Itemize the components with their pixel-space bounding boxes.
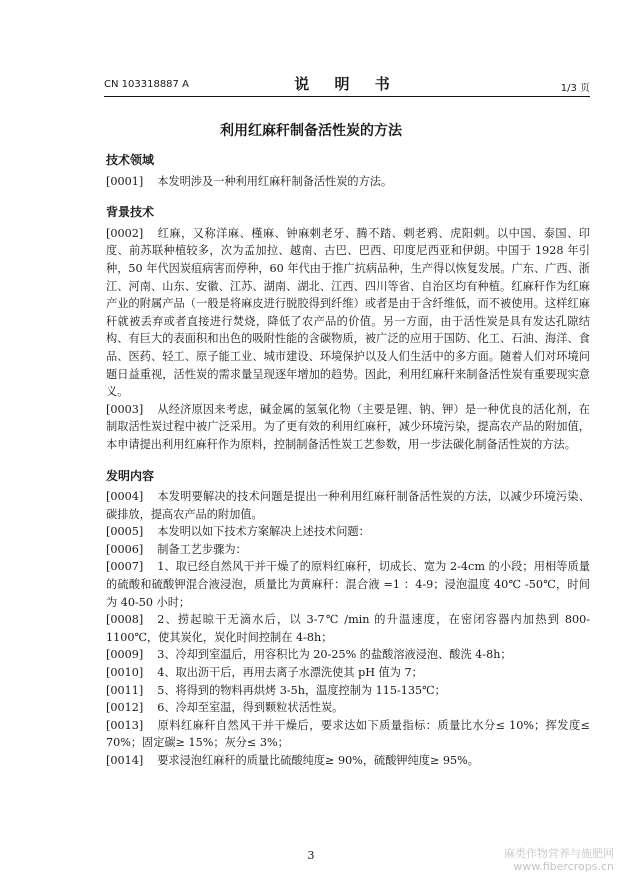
paragraph-text: 本发明涉及一种利用红麻秆制备活性炭的方法。 — [157, 174, 393, 188]
paragraph-text: 1、取已经自然风干并干燥了的原料红麻秆，切成长、宽为 2-4cm 的小段；用相等质量的硫酸和硫酸钾混合液浸泡，质量比为黄麻秆：混合液 =1 ：4-9；浸泡温度 40℃ -50℃，时间为 40-50 小时； — [106, 560, 590, 609]
site-watermark — [504, 847, 614, 873]
paragraph-number: [0008] — [106, 613, 144, 627]
paragraph — [106, 523, 590, 541]
paragraph-number: [0007] — [106, 560, 144, 574]
paragraph-text: 本发明以如下技术方案解决上述技术问题： — [157, 525, 370, 539]
paragraph-number: [0003] — [106, 402, 144, 416]
paragraph — [106, 611, 590, 646]
section-heading: 发明内容 — [106, 468, 155, 483]
paragraph-number: [0002] — [106, 226, 144, 240]
paragraph — [106, 558, 590, 611]
paragraph — [106, 699, 590, 717]
paragraph-number: [0011] — [106, 683, 144, 697]
paragraph — [106, 173, 590, 191]
patent-number: CN 103318887 A — [104, 79, 189, 90]
paragraph — [106, 682, 590, 700]
section-heading: 背景技术 — [106, 205, 155, 220]
page-indicator: 1/3 页 — [560, 83, 590, 94]
paragraph-text: 5、将得到的物料再烘烤 3-5h，温度控制为 115-135℃； — [157, 683, 446, 697]
paragraph-text: 要求浸泡红麻秆的质量比硫酸纯度≥ 90%，硫酸钾纯度≥ 95%。 — [157, 754, 479, 767]
watermark-line-1: 麻类作物营养与施肥网 — [504, 847, 614, 860]
page-number: 3 — [307, 849, 315, 862]
paragraph — [106, 225, 590, 401]
paragraph-number: [0005] — [106, 525, 144, 539]
watermark-line-2: www.fibercrops.cn — [513, 860, 614, 873]
page-header — [104, 73, 590, 93]
paragraph-text: 2、捞起晾干无滴水后，以 3-7℃ /min 的升温速度，在密闭容器内加热到 800-1100℃，使其炭化，炭化时间控制在 4-8h； — [106, 613, 590, 644]
paragraph-number: [0009] — [106, 648, 144, 662]
paragraph-number: [0010] — [106, 666, 144, 680]
paragraph-number: [0013] — [106, 718, 144, 732]
paragraph-number: [0012] — [106, 701, 144, 715]
paragraph — [106, 488, 590, 523]
paragraph — [106, 646, 590, 664]
paragraph — [106, 401, 590, 454]
paragraph-text: 4、取出沥干后，再用去离子水漂洗使其 pH 值为 7； — [157, 666, 423, 680]
paragraph — [106, 752, 590, 770]
paragraph-number: [0006] — [106, 542, 144, 556]
paragraph — [106, 664, 590, 682]
document-title: 利用红麻秆制备活性炭的方法 — [220, 123, 402, 139]
paragraph — [106, 717, 590, 752]
paragraph-number: [0001] — [106, 174, 144, 188]
paragraph-text: 本发明要解决的技术问题是提出一种利用红麻秆制备活性炭的方法，以减少环境污染、碳排放，提高农产品的附加值。 — [106, 490, 590, 521]
paragraph-number: [0004] — [106, 490, 144, 504]
paragraph-number: [0014] — [106, 754, 144, 767]
paragraph — [106, 541, 590, 559]
document-type: 说 明 书 — [294, 75, 400, 93]
header-divider — [104, 96, 590, 97]
paragraph-text: 3、冷却到室温后，用容积比为 20-25% 的盐酸溶液浸泡、酸洗 4-8h； — [157, 648, 512, 662]
paragraph-text: 红麻，又称洋麻、槿麻、钟麻剌老牙、腾不踏、剌老鸦、虎阳剌。以中国、泰国、印度、前苏联种植较多，次为孟加拉、越南、古巴、巴西、印度尼西亚和伊朗。中国于 1928 年引种，50 年代因炭疽病害而停种，60 年代由于推广抗病品种，生产得以恢复发展。广东、广西、浙江、河南、山东、安徽、江苏、湖南、湖北、江西、四川等省、自治区均有种植。红麻秆作为红麻产业的附属产品（一般是将麻皮进行脱胶得到纤维）或者是由于含纤维低，而不被使用。这样红麻秆就被丢弃或者直接进行焚烧，降低了农产品的价值。另一方面，由于活性炭是具有发达孔隙结构、有巨大的表面积和出色的吸附性能的含碳物质，被广泛的应用于国防、化工、石油、海洋、食品、医药、轻工、原子能工业、城市建设、环境保护以及人们生活中的多方面。随着人们对环境问题日益重视，活性炭的需求量呈现逐年增加的趋势。因此，利用红麻秆来制备活性炭有重要现实意义。 — [106, 226, 590, 399]
paragraph-text: 制备工艺步骤为： — [157, 542, 247, 556]
document-body — [106, 152, 590, 770]
paragraph-text: 从经济原因来考虑，碱金属的氢氧化物（主要是锂、钠、钾）是一种优良的活化剂，在制取活性炭过程中被广泛采用。为了更有效的利用红麻秆，减少环境污染，提高农产品的附加值，本申请提出利用红麻秆作为原料，控制制备活性炭工艺参数，用一步法碳化制备活性炭的方法。 — [106, 402, 590, 451]
paragraph-text: 原料红麻秆自然风干并干燥后，要求达如下质量指标：质量比水分≤ 10%；挥发度≤ 70%；固定碳≥ 15%；灰分≤ 3%； — [106, 718, 590, 750]
section-heading: 技术领域 — [106, 153, 155, 167]
paragraph-text: 6、冷却至室温，得到颗粒状活性炭。 — [157, 701, 344, 715]
